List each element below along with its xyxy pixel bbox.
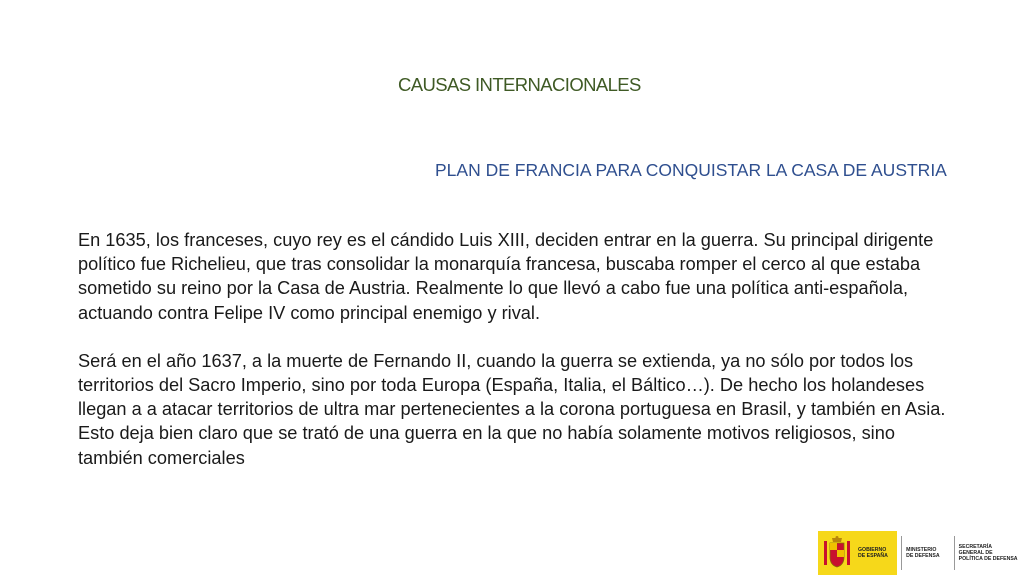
secretaria-label: SECRETARÍA GENERAL DE POLÍTICA DE DEFENSA <box>958 544 1018 562</box>
footer-logo <box>818 531 1018 575</box>
logo-divider <box>954 536 955 570</box>
slide-subtitle: PLAN DE FRANCIA PARA CONQUISTAR LA CASA DE AUSTRIA <box>435 160 947 180</box>
slide-title: CAUSAS INTERNACIONALES <box>398 74 641 95</box>
gobierno-label: GOBIERNO DE ESPAÑA <box>858 547 888 559</box>
body-text <box>78 228 958 470</box>
paragraph-1: En 1635, los franceses, cuyo rey es el cándido Luis XIII, deciden entrar en la guerra. Su principal dirigente político fue Richelieu, que tras consolidar la monarquía francesa, buscaba romper el cerco al que estaba sometido su reino por la Casa de Austria. Realmente lo que llevó a cabo fue una política anti-española, actuando contra Felipe IV como principal enemigo y rival. <box>78 230 934 323</box>
ministerio-label: MINISTERIO DE DEFENSA <box>906 547 940 559</box>
coat-of-arms-icon <box>822 535 852 571</box>
gobierno-logo <box>818 531 897 575</box>
paragraph-2: Será en el año 1637, a la muerte de Fernando II, cuando la guerra se extienda, ya no sólo por todos los territorios del Sacro Imperio, sino por toda Europa (España, Italia, el Báltico…). De hecho los holandeses llegan a a atacar territorios de ultra mar pertenecientes a la corona portuguesa en Brasil, y también en Asia. Esto deja bien claro que se trató de una guerra en la que no había solamente motivos religiosos, sino también comerciales <box>78 350 946 468</box>
logo-divider <box>901 536 902 570</box>
